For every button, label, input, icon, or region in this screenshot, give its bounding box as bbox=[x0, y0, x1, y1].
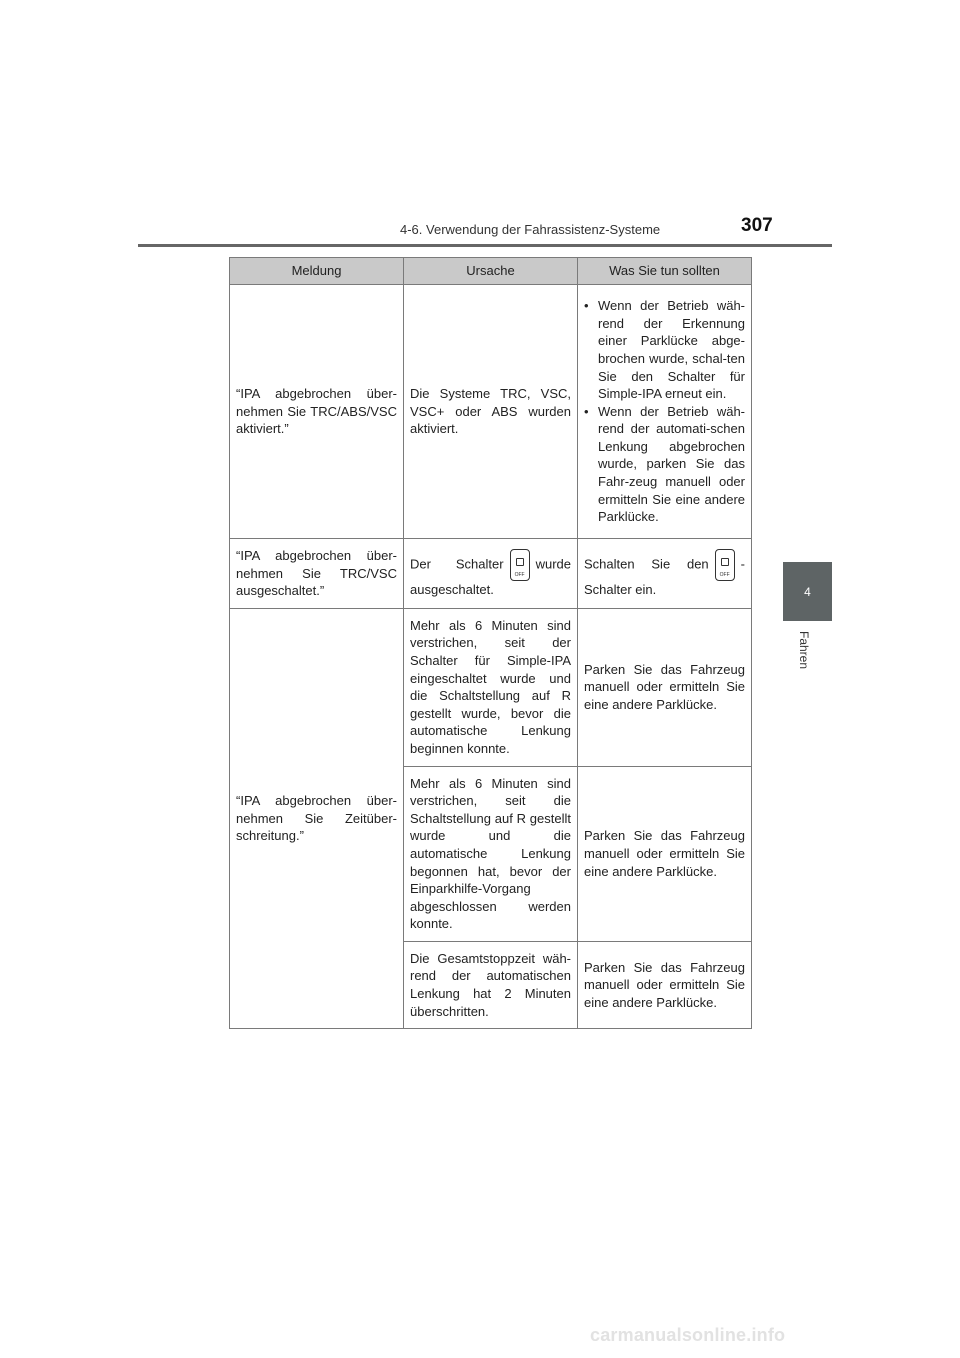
watermark: carmanualsonline.info bbox=[590, 1325, 786, 1345]
section-header-title: 4-6. Verwendung der Fahrassistenz-Systeme bbox=[400, 222, 661, 237]
table-header-row bbox=[230, 258, 752, 285]
vsc-off-switch-icon bbox=[715, 549, 735, 581]
page-number: 307 bbox=[741, 215, 773, 236]
cause-cell bbox=[404, 539, 578, 609]
list-item: • Wenn der Betrieb wäh-rend der Erkennung einer Parklücke abge-brochen wurde, schal-ten Sie den Schalter für Simple-IPA erneut ein. bbox=[584, 297, 745, 403]
table-row bbox=[230, 285, 752, 539]
message-cell: “IPA abgebrochen über-nehmen Sie Zeitüber-schreitung.” bbox=[230, 608, 404, 1028]
column-header-message: Meldung bbox=[230, 258, 404, 285]
action-list bbox=[584, 297, 745, 526]
list-item: • Wenn der Betrieb wäh-rend der automati-schen Lenkung abgebrochen wurde, parken Sie das Fahr-zeug manuell oder ermitteln Sie eine andere Parklücke. bbox=[584, 403, 745, 526]
column-header-cause: Ursache bbox=[404, 258, 578, 285]
action-cell bbox=[578, 539, 752, 609]
action-cell: Parken Sie das Fahrzeug manuell oder ermitteln Sie eine andere Parklücke. bbox=[578, 766, 752, 941]
action-text-before: Schalten Sie den bbox=[584, 556, 709, 572]
chapter-label: Fahren bbox=[797, 631, 811, 670]
cause-cell: Mehr als 6 Minuten sind verstrichen, seit der Schalter für Simple-IPA eingeschaltet wurde und die Schaltstellung auf R gestellt wurde, bevor die automatische Lenkung beginnen konnte. bbox=[404, 608, 578, 766]
action-cell: Parken Sie das Fahrzeug manuell oder ermitteln Sie eine andere Parklücke. bbox=[578, 608, 752, 766]
cause-cell: Die Systeme TRC, VSC, VSC+ oder ABS wurden aktiviert. bbox=[404, 285, 578, 539]
table-row bbox=[230, 608, 752, 766]
table-row bbox=[230, 539, 752, 609]
column-header-action: Was Sie tun sollten bbox=[578, 258, 752, 285]
cause-text-after: wurde ausgeschaltet. bbox=[410, 556, 571, 597]
cause-text-before: Der Schalter bbox=[410, 556, 504, 572]
action-cell bbox=[578, 285, 752, 539]
chapter-number: 4 bbox=[804, 584, 811, 599]
action-text-after: -Schalter ein. bbox=[584, 556, 745, 597]
chapter-tab bbox=[783, 562, 832, 621]
cause-cell: Die Gesamtstoppzeit wäh-rend der automatischen Lenkung hat 2 Minuten überschritten. bbox=[404, 941, 578, 1028]
message-cell: “IPA abgebrochen über-nehmen Sie TRC/VSC ausgeschaltet.” bbox=[230, 539, 404, 609]
message-cell: “IPA abgebrochen über-nehmen Sie TRC/ABS/VSC aktiviert.” bbox=[230, 285, 404, 539]
cause-cell: Mehr als 6 Minuten sind verstrichen, seit die Schaltstellung auf R gestellt wurde und die automatische Lenkung begonnen hat, bevor der Einparkhilfe-Vorgang abgeschlossen werden konnte. bbox=[404, 766, 578, 941]
message-table bbox=[229, 257, 752, 1029]
vsc-off-switch-icon bbox=[510, 549, 530, 581]
action-cell: Parken Sie das Fahrzeug manuell oder ermitteln Sie eine andere Parklücke. bbox=[578, 941, 752, 1028]
header-rule bbox=[138, 244, 832, 247]
